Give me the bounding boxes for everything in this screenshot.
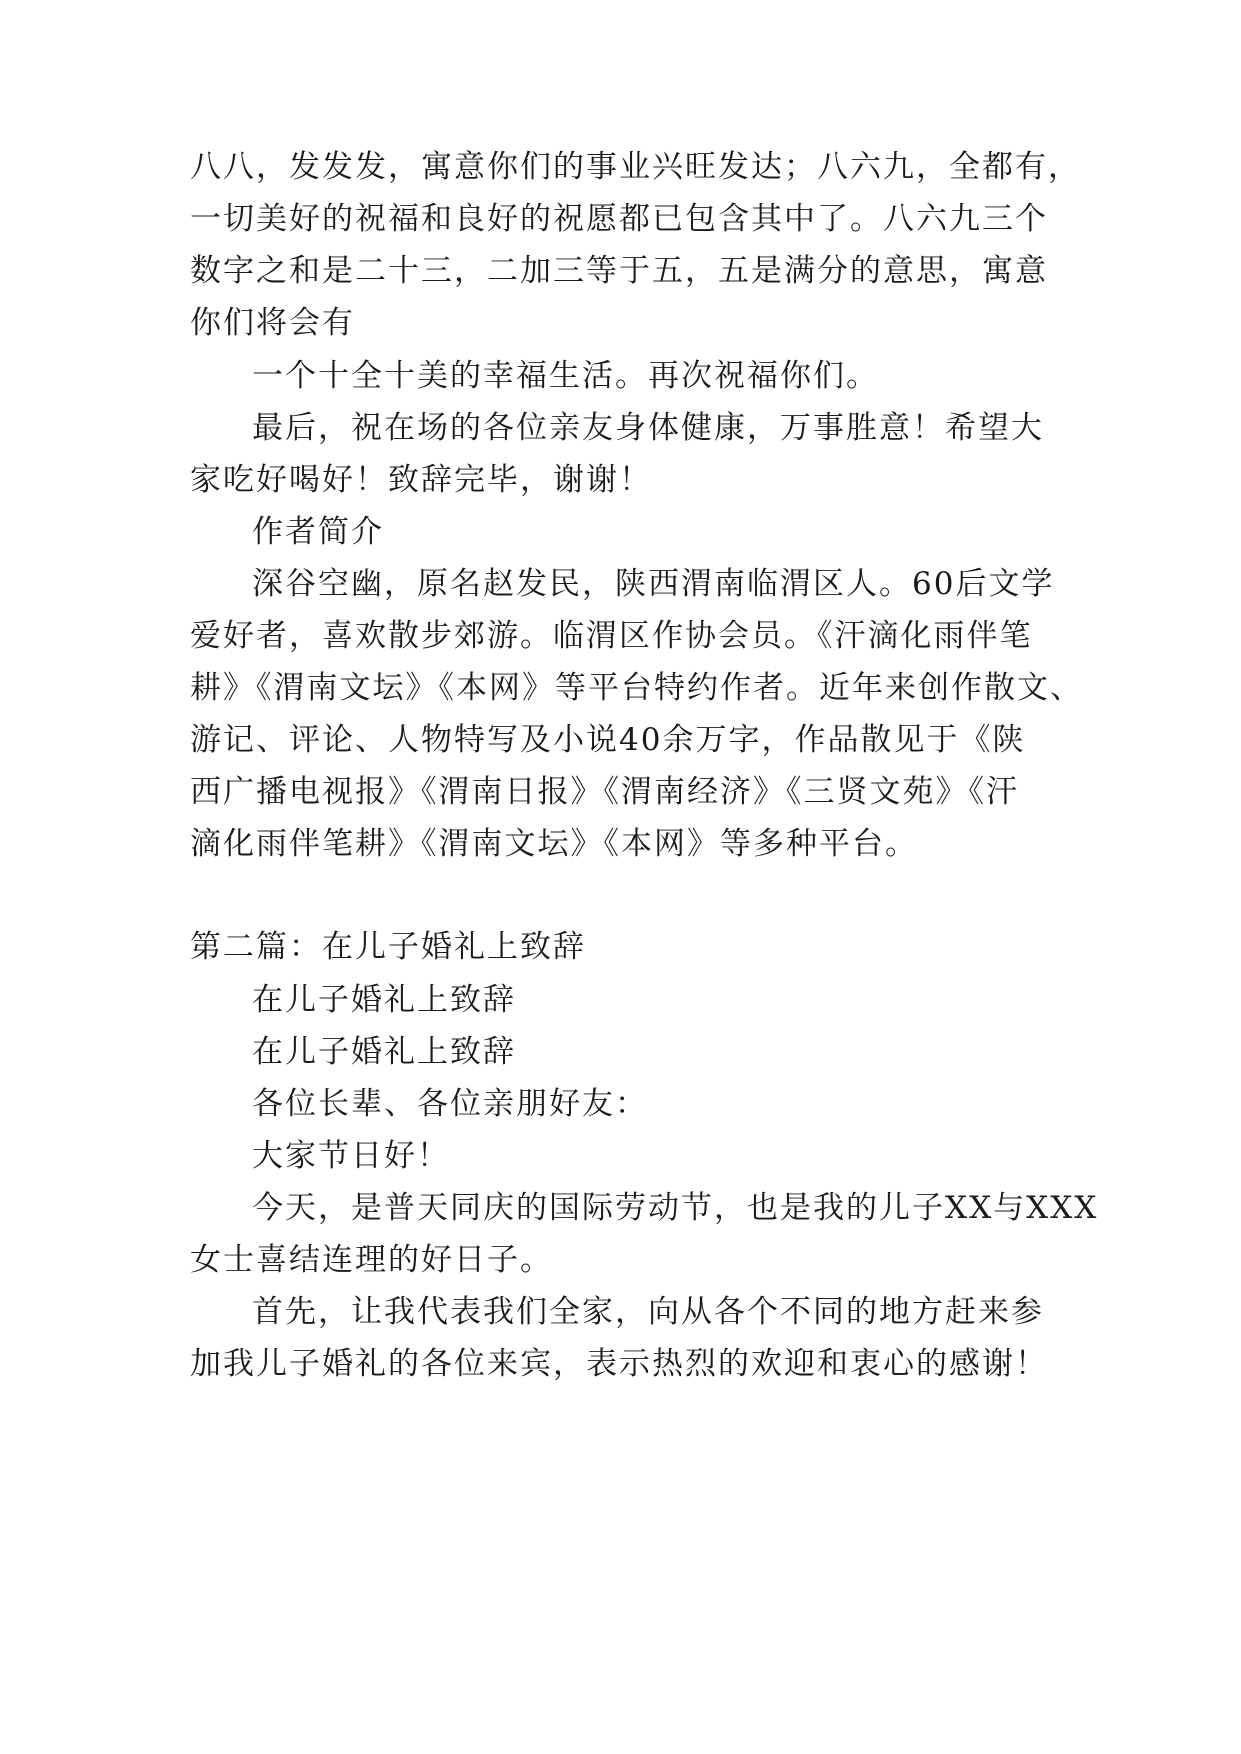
body-line: 数字之和是二十三，二加三等于五，五是满分的意思，寓意 [190,253,1048,289]
salutation: 各位长辈、各位亲朋好友： [252,1086,648,1122]
body-line: 深谷空幽，原名赵发民，陕西渭南临渭区人。60后文学 [252,566,1055,602]
body-line: 一个十全十美的幸福生活。再次祝福你们。 [252,358,879,394]
body-line: 加我儿子婚礼的各位来宾，表示热烈的欢迎和衷心的感谢！ [190,1346,1048,1382]
body-line: 西广播电视报》《渭南日报》《渭南经济》《三贤文苑》《汗 [190,774,1019,810]
body-line: 最后，祝在场的各位亲友身体健康，万事胜意！希望大 [252,410,1044,446]
body-line: 一切美好的祝福和良好的祝愿都已包含其中了。八六九三个 [190,201,1048,237]
body-line: 今天，是普天同庆的国际劳动节，也是我的儿子XX与XXX [252,1190,1099,1226]
body-line: 爱好者，喜欢散步郊游。临渭区作协会员。《汗滴化雨伴笔 [190,618,1033,654]
chapter-title: 第二篇：在儿子婚礼上致辞 [190,929,586,965]
body-line: 你们将会有 [190,305,355,341]
greeting: 大家节日好！ [252,1138,450,1174]
section-heading-author-bio: 作者简介 [252,514,384,550]
body-line: 游记、评论、人物特写及小说40余万字，作品散见于《陕 [190,722,1026,758]
speech-title: 在儿子婚礼上致辞 [252,1034,516,1070]
body-line: 首先，让我代表我们全家，向从各个不同的地方赶来参 [252,1294,1044,1330]
body-line: 耕》《渭南文坛》《本网》等平台特约作者。近年来创作散文、 [190,670,1083,706]
speech-title: 在儿子婚礼上致辞 [252,982,516,1018]
body-line: 家吃好喝好！致辞完毕，谢谢！ [190,462,652,498]
body-line: 滴化雨伴笔耕》《渭南文坛》《本网》等多种平台。 [190,826,918,862]
body-line: 女士喜结连理的好日子。 [190,1242,553,1278]
body-line: 八八，发发发，寓意你们的事业兴旺发达；八六九，全都有， [190,149,1081,185]
